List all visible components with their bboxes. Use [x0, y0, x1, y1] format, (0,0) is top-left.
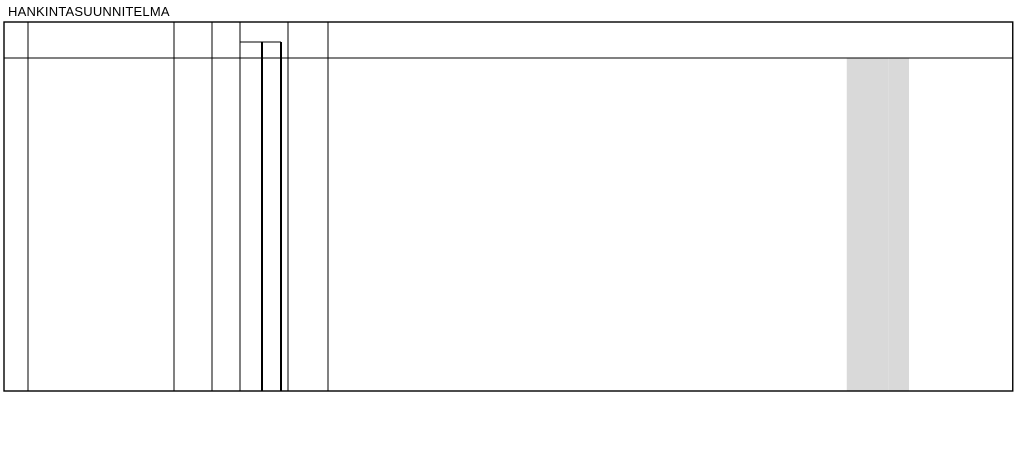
shaded-week-30	[888, 58, 909, 391]
shaded-week-29	[868, 58, 889, 391]
shaded-week-28	[847, 58, 868, 391]
page-title: HANKINTASUUNNITELMA	[8, 4, 170, 19]
